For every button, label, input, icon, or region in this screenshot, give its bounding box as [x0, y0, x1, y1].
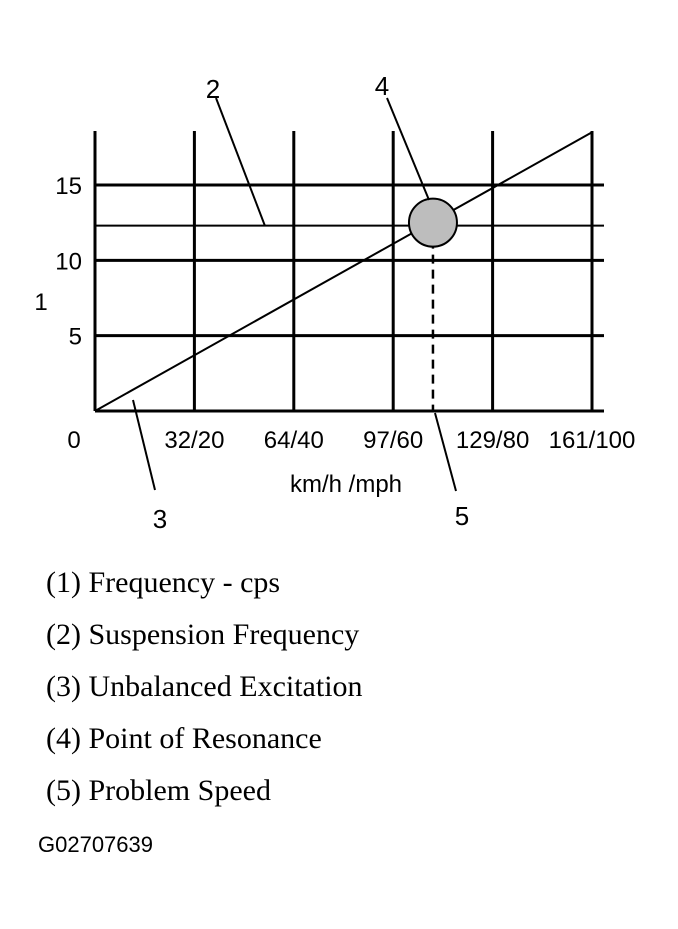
callout-leader-2 [216, 98, 265, 226]
x-tick-label: 64/40 [263, 427, 324, 454]
x-origin-label: 0 [67, 427, 81, 454]
resonance-point-marker [409, 199, 457, 247]
x-tick-label: 129/80 [455, 427, 530, 454]
x-axis-label: km/h /mph [289, 471, 403, 498]
callout-number-2: 2 [205, 74, 221, 104]
callouts [133, 71, 469, 534]
legend-item-point-of-resonance: (4) Point of Resonance [46, 722, 322, 755]
figure-id: G02707639 [38, 832, 153, 857]
legend-item-problem-speed: (5) Problem Speed [46, 774, 271, 807]
y-axis-callout: 1 [34, 289, 48, 316]
legend-item-suspension-frequency: (2) Suspension Frequency [46, 618, 360, 651]
legend-item-frequency: (1) Frequency - cps [46, 566, 281, 599]
x-tick-label: 97/60 [363, 427, 424, 454]
y-tick-label: 10 [55, 248, 82, 276]
legend [46, 563, 363, 823]
callout-number-5: 5 [454, 501, 470, 531]
callout-number-4: 4 [374, 71, 390, 101]
callout-number-3: 3 [152, 504, 168, 534]
callout-leader-5 [435, 413, 456, 491]
unbalanced-excitation-line [95, 132, 592, 411]
y-tick-label: 5 [68, 323, 82, 351]
x-tick-label: 32/20 [164, 427, 225, 454]
legend-item-unbalanced-excitation: (3) Unbalanced Excitation [46, 670, 363, 703]
x-tick-label: 161/100 [548, 427, 636, 454]
y-tick-label: 15 [55, 173, 82, 200]
callout-leader-3 [133, 400, 155, 490]
